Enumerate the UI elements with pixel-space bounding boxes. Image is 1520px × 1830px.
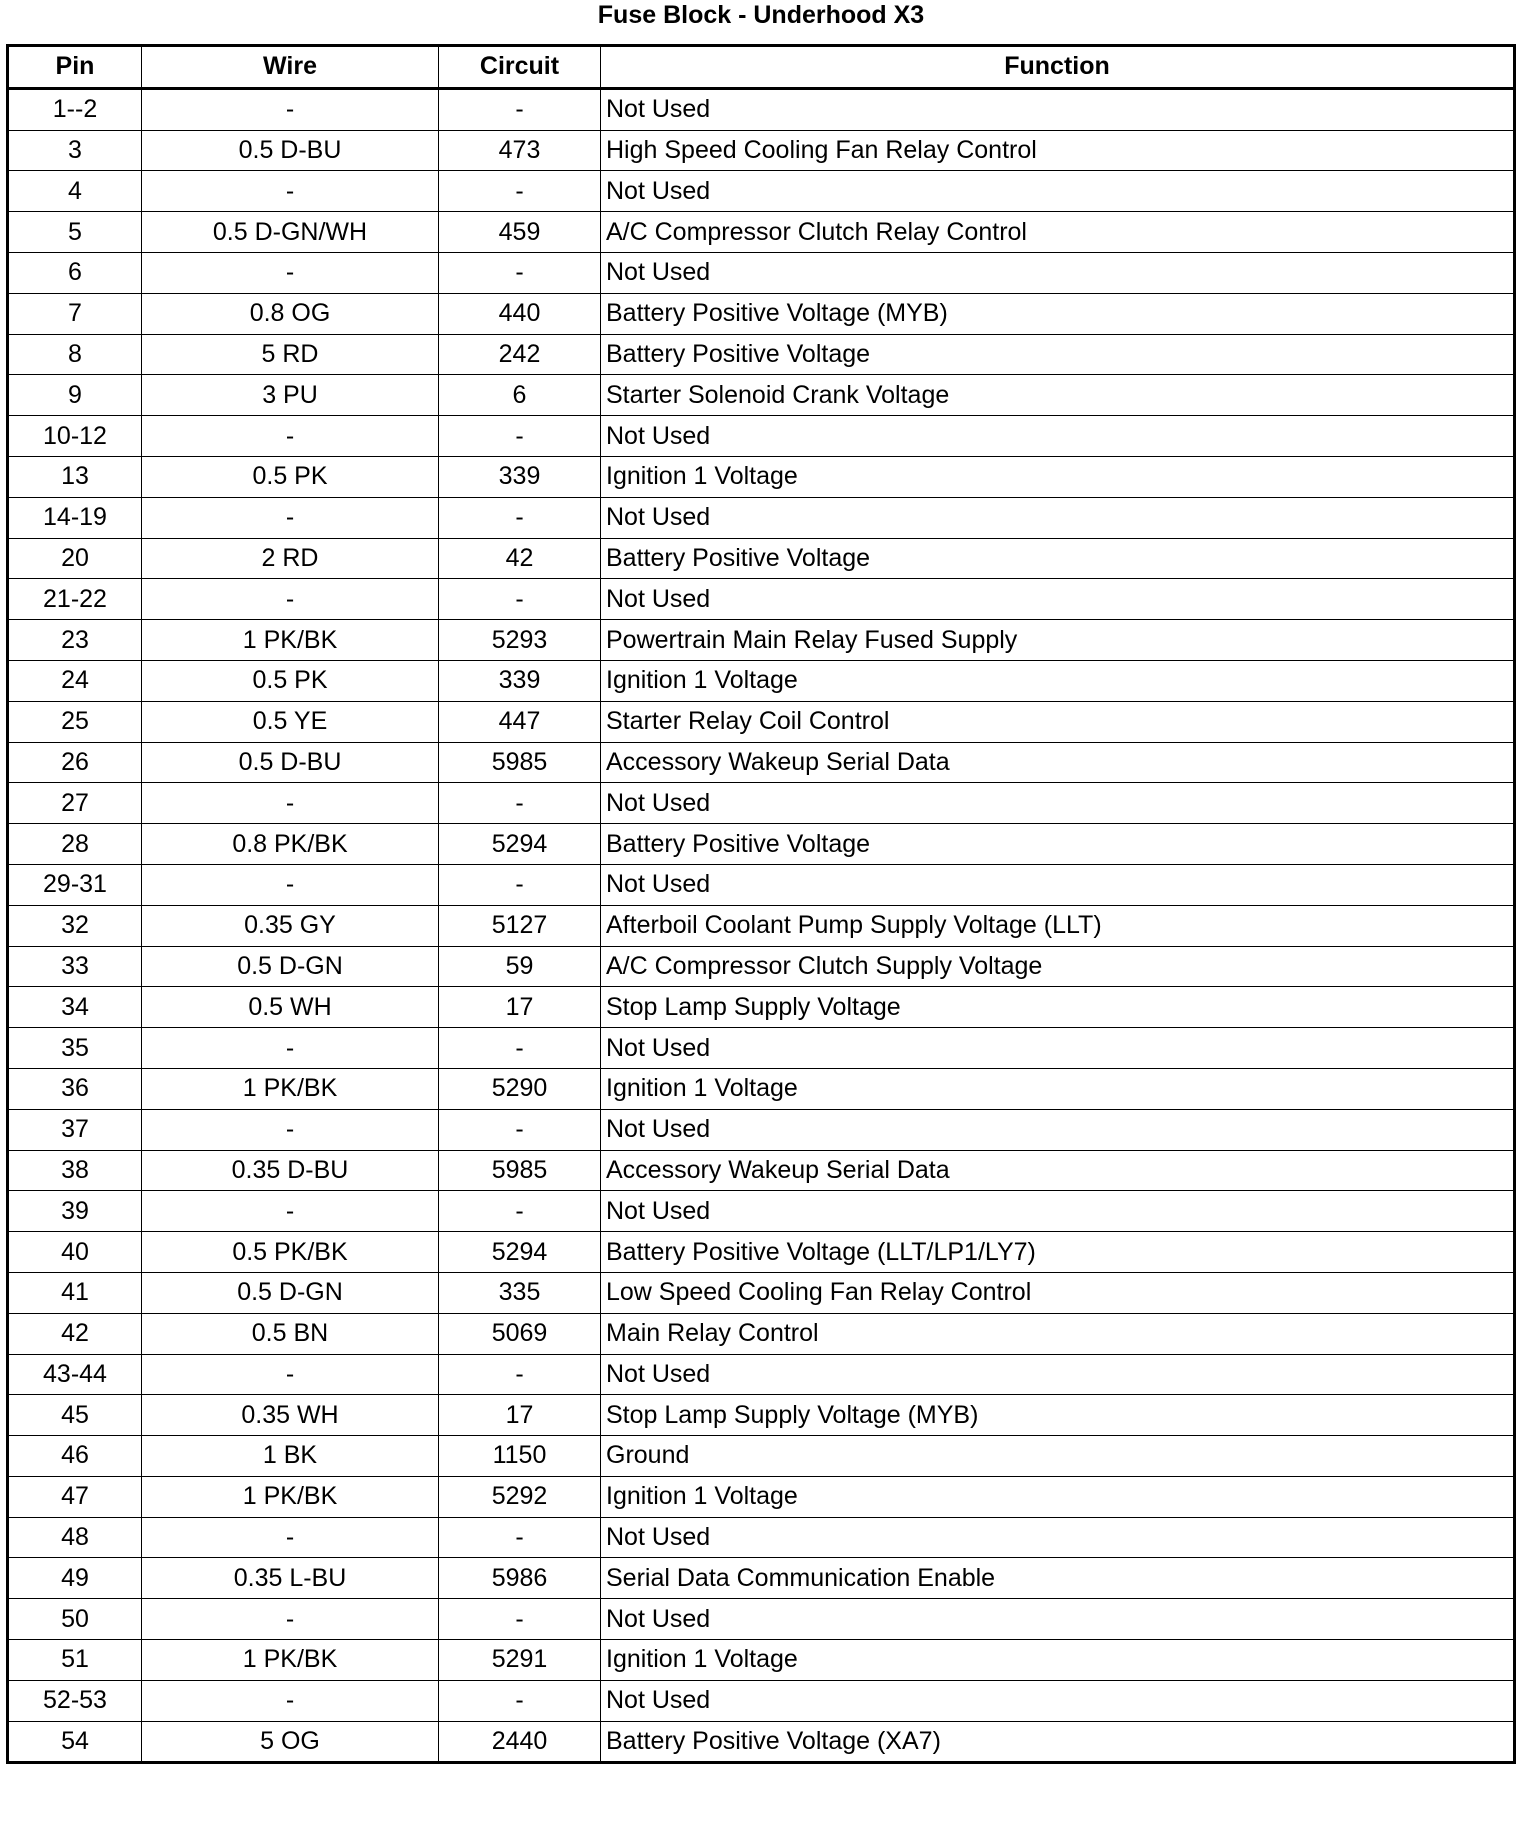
- cell-wire: -: [142, 1191, 439, 1232]
- cell-function: Battery Positive Voltage (XA7): [601, 1721, 1515, 1763]
- cell-circuit: -: [439, 1109, 601, 1150]
- cell-circuit: 242: [439, 334, 601, 375]
- cell-wire: 0.5 D-GN/WH: [142, 212, 439, 253]
- cell-function: High Speed Cooling Fan Relay Control: [601, 130, 1515, 171]
- cell-function: Low Speed Cooling Fan Relay Control: [601, 1272, 1515, 1313]
- cell-pin: 39: [8, 1191, 142, 1232]
- cell-wire: 0.35 WH: [142, 1395, 439, 1436]
- cell-circuit: 5294: [439, 1232, 601, 1273]
- cell-wire: 0.5 BN: [142, 1313, 439, 1354]
- cell-wire: -: [142, 1028, 439, 1069]
- header-wire: Wire: [142, 46, 439, 89]
- cell-wire: 0.35 GY: [142, 905, 439, 946]
- cell-function: Not Used: [601, 416, 1515, 457]
- table-row: [8, 1436, 1515, 1477]
- cell-function: Ignition 1 Voltage: [601, 456, 1515, 497]
- cell-pin: 47: [8, 1476, 142, 1517]
- pinout-table: [6, 44, 1516, 1764]
- cell-wire: -: [142, 171, 439, 212]
- cell-wire: 0.5 D-GN: [142, 1272, 439, 1313]
- table-row: [8, 824, 1515, 865]
- table-row: [8, 375, 1515, 416]
- cell-function: A/C Compressor Clutch Relay Control: [601, 212, 1515, 253]
- cell-function: Accessory Wakeup Serial Data: [601, 1150, 1515, 1191]
- cell-circuit: -: [439, 416, 601, 457]
- cell-wire: 0.5 PK: [142, 456, 439, 497]
- cell-circuit: -: [439, 497, 601, 538]
- cell-wire: 3 PU: [142, 375, 439, 416]
- cell-circuit: -: [439, 1599, 601, 1640]
- cell-pin: 20: [8, 538, 142, 579]
- cell-wire: -: [142, 864, 439, 905]
- cell-wire: -: [142, 1109, 439, 1150]
- cell-function: Ignition 1 Voltage: [601, 660, 1515, 701]
- cell-function: Not Used: [601, 1191, 1515, 1232]
- cell-pin: 38: [8, 1150, 142, 1191]
- cell-pin: 4: [8, 171, 142, 212]
- cell-pin: 51: [8, 1640, 142, 1681]
- cell-circuit: 473: [439, 130, 601, 171]
- cell-circuit: -: [439, 88, 601, 130]
- cell-function: Not Used: [601, 497, 1515, 538]
- cell-circuit: 5127: [439, 905, 601, 946]
- table-row: [8, 987, 1515, 1028]
- cell-pin: 28: [8, 824, 142, 865]
- cell-function: Ground: [601, 1436, 1515, 1477]
- cell-wire: 1 PK/BK: [142, 1476, 439, 1517]
- table-row: [8, 1272, 1515, 1313]
- cell-function: Not Used: [601, 171, 1515, 212]
- cell-function: Accessory Wakeup Serial Data: [601, 742, 1515, 783]
- cell-function: Ignition 1 Voltage: [601, 1476, 1515, 1517]
- cell-circuit: 339: [439, 456, 601, 497]
- cell-circuit: 1150: [439, 1436, 601, 1477]
- cell-wire: 0.5 D-BU: [142, 742, 439, 783]
- cell-function: Powertrain Main Relay Fused Supply: [601, 620, 1515, 661]
- cell-pin: 7: [8, 293, 142, 334]
- cell-circuit: 17: [439, 987, 601, 1028]
- document-page: [6, 0, 1516, 1764]
- table-row: [8, 783, 1515, 824]
- cell-circuit: 5985: [439, 742, 601, 783]
- cell-wire: -: [142, 1517, 439, 1558]
- cell-pin: 41: [8, 1272, 142, 1313]
- cell-function: Ignition 1 Voltage: [601, 1068, 1515, 1109]
- cell-function: Battery Positive Voltage: [601, 824, 1515, 865]
- cell-circuit: 42: [439, 538, 601, 579]
- cell-wire: -: [142, 579, 439, 620]
- cell-function: Starter Solenoid Crank Voltage: [601, 375, 1515, 416]
- cell-function: Not Used: [601, 1517, 1515, 1558]
- table-row: [8, 1068, 1515, 1109]
- table-row: [8, 130, 1515, 171]
- cell-wire: 0.35 D-BU: [142, 1150, 439, 1191]
- header-function: Function: [601, 46, 1515, 89]
- cell-function: Battery Positive Voltage: [601, 334, 1515, 375]
- cell-pin: 36: [8, 1068, 142, 1109]
- table-row: [8, 416, 1515, 457]
- cell-circuit: 2440: [439, 1721, 601, 1763]
- table-row: [8, 620, 1515, 661]
- table-row: [8, 905, 1515, 946]
- cell-wire: 0.5 YE: [142, 701, 439, 742]
- cell-circuit: -: [439, 1354, 601, 1395]
- cell-circuit: 5294: [439, 824, 601, 865]
- cell-circuit: -: [439, 252, 601, 293]
- table-row: [8, 946, 1515, 987]
- cell-wire: -: [142, 497, 439, 538]
- cell-pin: 23: [8, 620, 142, 661]
- cell-pin: 33: [8, 946, 142, 987]
- cell-function: Not Used: [601, 1109, 1515, 1150]
- cell-circuit: 335: [439, 1272, 601, 1313]
- table-row: [8, 1721, 1515, 1763]
- table-row: [8, 1150, 1515, 1191]
- cell-circuit: 5292: [439, 1476, 601, 1517]
- cell-circuit: -: [439, 1517, 601, 1558]
- cell-function: Starter Relay Coil Control: [601, 701, 1515, 742]
- cell-circuit: 6: [439, 375, 601, 416]
- cell-circuit: 5069: [439, 1313, 601, 1354]
- cell-function: Not Used: [601, 1354, 1515, 1395]
- cell-function: Not Used: [601, 252, 1515, 293]
- table-header: [8, 46, 1515, 89]
- cell-wire: 0.5 D-BU: [142, 130, 439, 171]
- table-row: [8, 212, 1515, 253]
- cell-wire: -: [142, 783, 439, 824]
- cell-pin: 37: [8, 1109, 142, 1150]
- cell-wire: 0.5 PK: [142, 660, 439, 701]
- cell-wire: 0.5 WH: [142, 987, 439, 1028]
- cell-function: Not Used: [601, 88, 1515, 130]
- cell-circuit: -: [439, 783, 601, 824]
- cell-circuit: 5986: [439, 1558, 601, 1599]
- cell-function: Ignition 1 Voltage: [601, 1640, 1515, 1681]
- cell-circuit: -: [439, 1028, 601, 1069]
- cell-pin: 27: [8, 783, 142, 824]
- cell-pin: 14-19: [8, 497, 142, 538]
- cell-wire: -: [142, 1354, 439, 1395]
- table-row: [8, 538, 1515, 579]
- header-circuit: Circuit: [439, 46, 601, 89]
- table-row: [8, 742, 1515, 783]
- cell-pin: 42: [8, 1313, 142, 1354]
- cell-wire: -: [142, 416, 439, 457]
- cell-circuit: 5293: [439, 620, 601, 661]
- cell-function: Battery Positive Voltage: [601, 538, 1515, 579]
- cell-function: Not Used: [601, 1680, 1515, 1721]
- cell-circuit: 59: [439, 946, 601, 987]
- table-row: [8, 1476, 1515, 1517]
- cell-function: Stop Lamp Supply Voltage (MYB): [601, 1395, 1515, 1436]
- table-row: [8, 1599, 1515, 1640]
- cell-pin: 8: [8, 334, 142, 375]
- table-row: [8, 701, 1515, 742]
- cell-function: Afterboil Coolant Pump Supply Voltage (LLT): [601, 905, 1515, 946]
- cell-pin: 5: [8, 212, 142, 253]
- header-row: [8, 46, 1515, 89]
- cell-function: Serial Data Communication Enable: [601, 1558, 1515, 1599]
- cell-wire: 0.8 PK/BK: [142, 824, 439, 865]
- cell-wire: 0.5 PK/BK: [142, 1232, 439, 1273]
- cell-circuit: 5985: [439, 1150, 601, 1191]
- cell-circuit: 17: [439, 1395, 601, 1436]
- cell-circuit: 339: [439, 660, 601, 701]
- cell-pin: 10-12: [8, 416, 142, 457]
- cell-wire: 1 PK/BK: [142, 620, 439, 661]
- table-row: [8, 864, 1515, 905]
- cell-pin: 24: [8, 660, 142, 701]
- cell-function: Not Used: [601, 783, 1515, 824]
- cell-circuit: 447: [439, 701, 601, 742]
- cell-pin: 35: [8, 1028, 142, 1069]
- cell-wire: 0.35 L-BU: [142, 1558, 439, 1599]
- cell-function: Stop Lamp Supply Voltage: [601, 987, 1515, 1028]
- cell-function: A/C Compressor Clutch Supply Voltage: [601, 946, 1515, 987]
- table-row: [8, 1109, 1515, 1150]
- cell-wire: -: [142, 1680, 439, 1721]
- table-row: [8, 1395, 1515, 1436]
- cell-pin: 52-53: [8, 1680, 142, 1721]
- table-body: [8, 88, 1515, 1763]
- cell-wire: 5 OG: [142, 1721, 439, 1763]
- cell-circuit: -: [439, 1191, 601, 1232]
- cell-pin: 40: [8, 1232, 142, 1273]
- cell-circuit: -: [439, 171, 601, 212]
- cell-function: Battery Positive Voltage (MYB): [601, 293, 1515, 334]
- cell-pin: 49: [8, 1558, 142, 1599]
- cell-wire: 1 PK/BK: [142, 1068, 439, 1109]
- cell-function: Battery Positive Voltage (LLT/LP1/LY7): [601, 1232, 1515, 1273]
- cell-pin: 50: [8, 1599, 142, 1640]
- cell-pin: 9: [8, 375, 142, 416]
- cell-pin: 26: [8, 742, 142, 783]
- table-row: [8, 1354, 1515, 1395]
- cell-wire: 1 BK: [142, 1436, 439, 1477]
- table-row: [8, 497, 1515, 538]
- cell-wire: 5 RD: [142, 334, 439, 375]
- table-row: [8, 1313, 1515, 1354]
- page-title: Fuse Block - Underhood X3: [597, 1, 925, 29]
- cell-function: Not Used: [601, 579, 1515, 620]
- cell-circuit: 5290: [439, 1068, 601, 1109]
- table-row: [8, 88, 1515, 130]
- table-row: [8, 456, 1515, 497]
- cell-wire: 0.8 OG: [142, 293, 439, 334]
- cell-wire: -: [142, 88, 439, 130]
- cell-pin: 34: [8, 987, 142, 1028]
- table-row: [8, 293, 1515, 334]
- cell-pin: 6: [8, 252, 142, 293]
- table-row: [8, 1517, 1515, 1558]
- cell-pin: 1--2: [8, 88, 142, 130]
- cell-pin: 21-22: [8, 579, 142, 620]
- cell-circuit: -: [439, 864, 601, 905]
- cell-function: Not Used: [601, 1028, 1515, 1069]
- cell-pin: 45: [8, 1395, 142, 1436]
- cell-pin: 43-44: [8, 1354, 142, 1395]
- cell-wire: -: [142, 1599, 439, 1640]
- table-row: [8, 1232, 1515, 1273]
- cell-function: Not Used: [601, 1599, 1515, 1640]
- table-row: [8, 1191, 1515, 1232]
- table-row: [8, 579, 1515, 620]
- cell-function: Main Relay Control: [601, 1313, 1515, 1354]
- cell-wire: 1 PK/BK: [142, 1640, 439, 1681]
- cell-wire: 0.5 D-GN: [142, 946, 439, 987]
- cell-circuit: -: [439, 1680, 601, 1721]
- cell-circuit: 459: [439, 212, 601, 253]
- table-row: [8, 171, 1515, 212]
- cell-pin: 3: [8, 130, 142, 171]
- cell-circuit: 5291: [439, 1640, 601, 1681]
- table-row: [8, 252, 1515, 293]
- cell-circuit: 440: [439, 293, 601, 334]
- cell-pin: 46: [8, 1436, 142, 1477]
- cell-pin: 48: [8, 1517, 142, 1558]
- table-row: [8, 1640, 1515, 1681]
- cell-pin: 13: [8, 456, 142, 497]
- table-row: [8, 660, 1515, 701]
- cell-pin: 54: [8, 1721, 142, 1763]
- cell-wire: -: [142, 252, 439, 293]
- header-pin: Pin: [8, 46, 142, 89]
- cell-pin: 32: [8, 905, 142, 946]
- cell-wire: 2 RD: [142, 538, 439, 579]
- table-row: [8, 1558, 1515, 1599]
- table-row: [8, 1680, 1515, 1721]
- cell-circuit: -: [439, 579, 601, 620]
- table-row: [8, 334, 1515, 375]
- cell-pin: 25: [8, 701, 142, 742]
- cell-function: Not Used: [601, 864, 1515, 905]
- cell-pin: 29-31: [8, 864, 142, 905]
- table-row: [8, 1028, 1515, 1069]
